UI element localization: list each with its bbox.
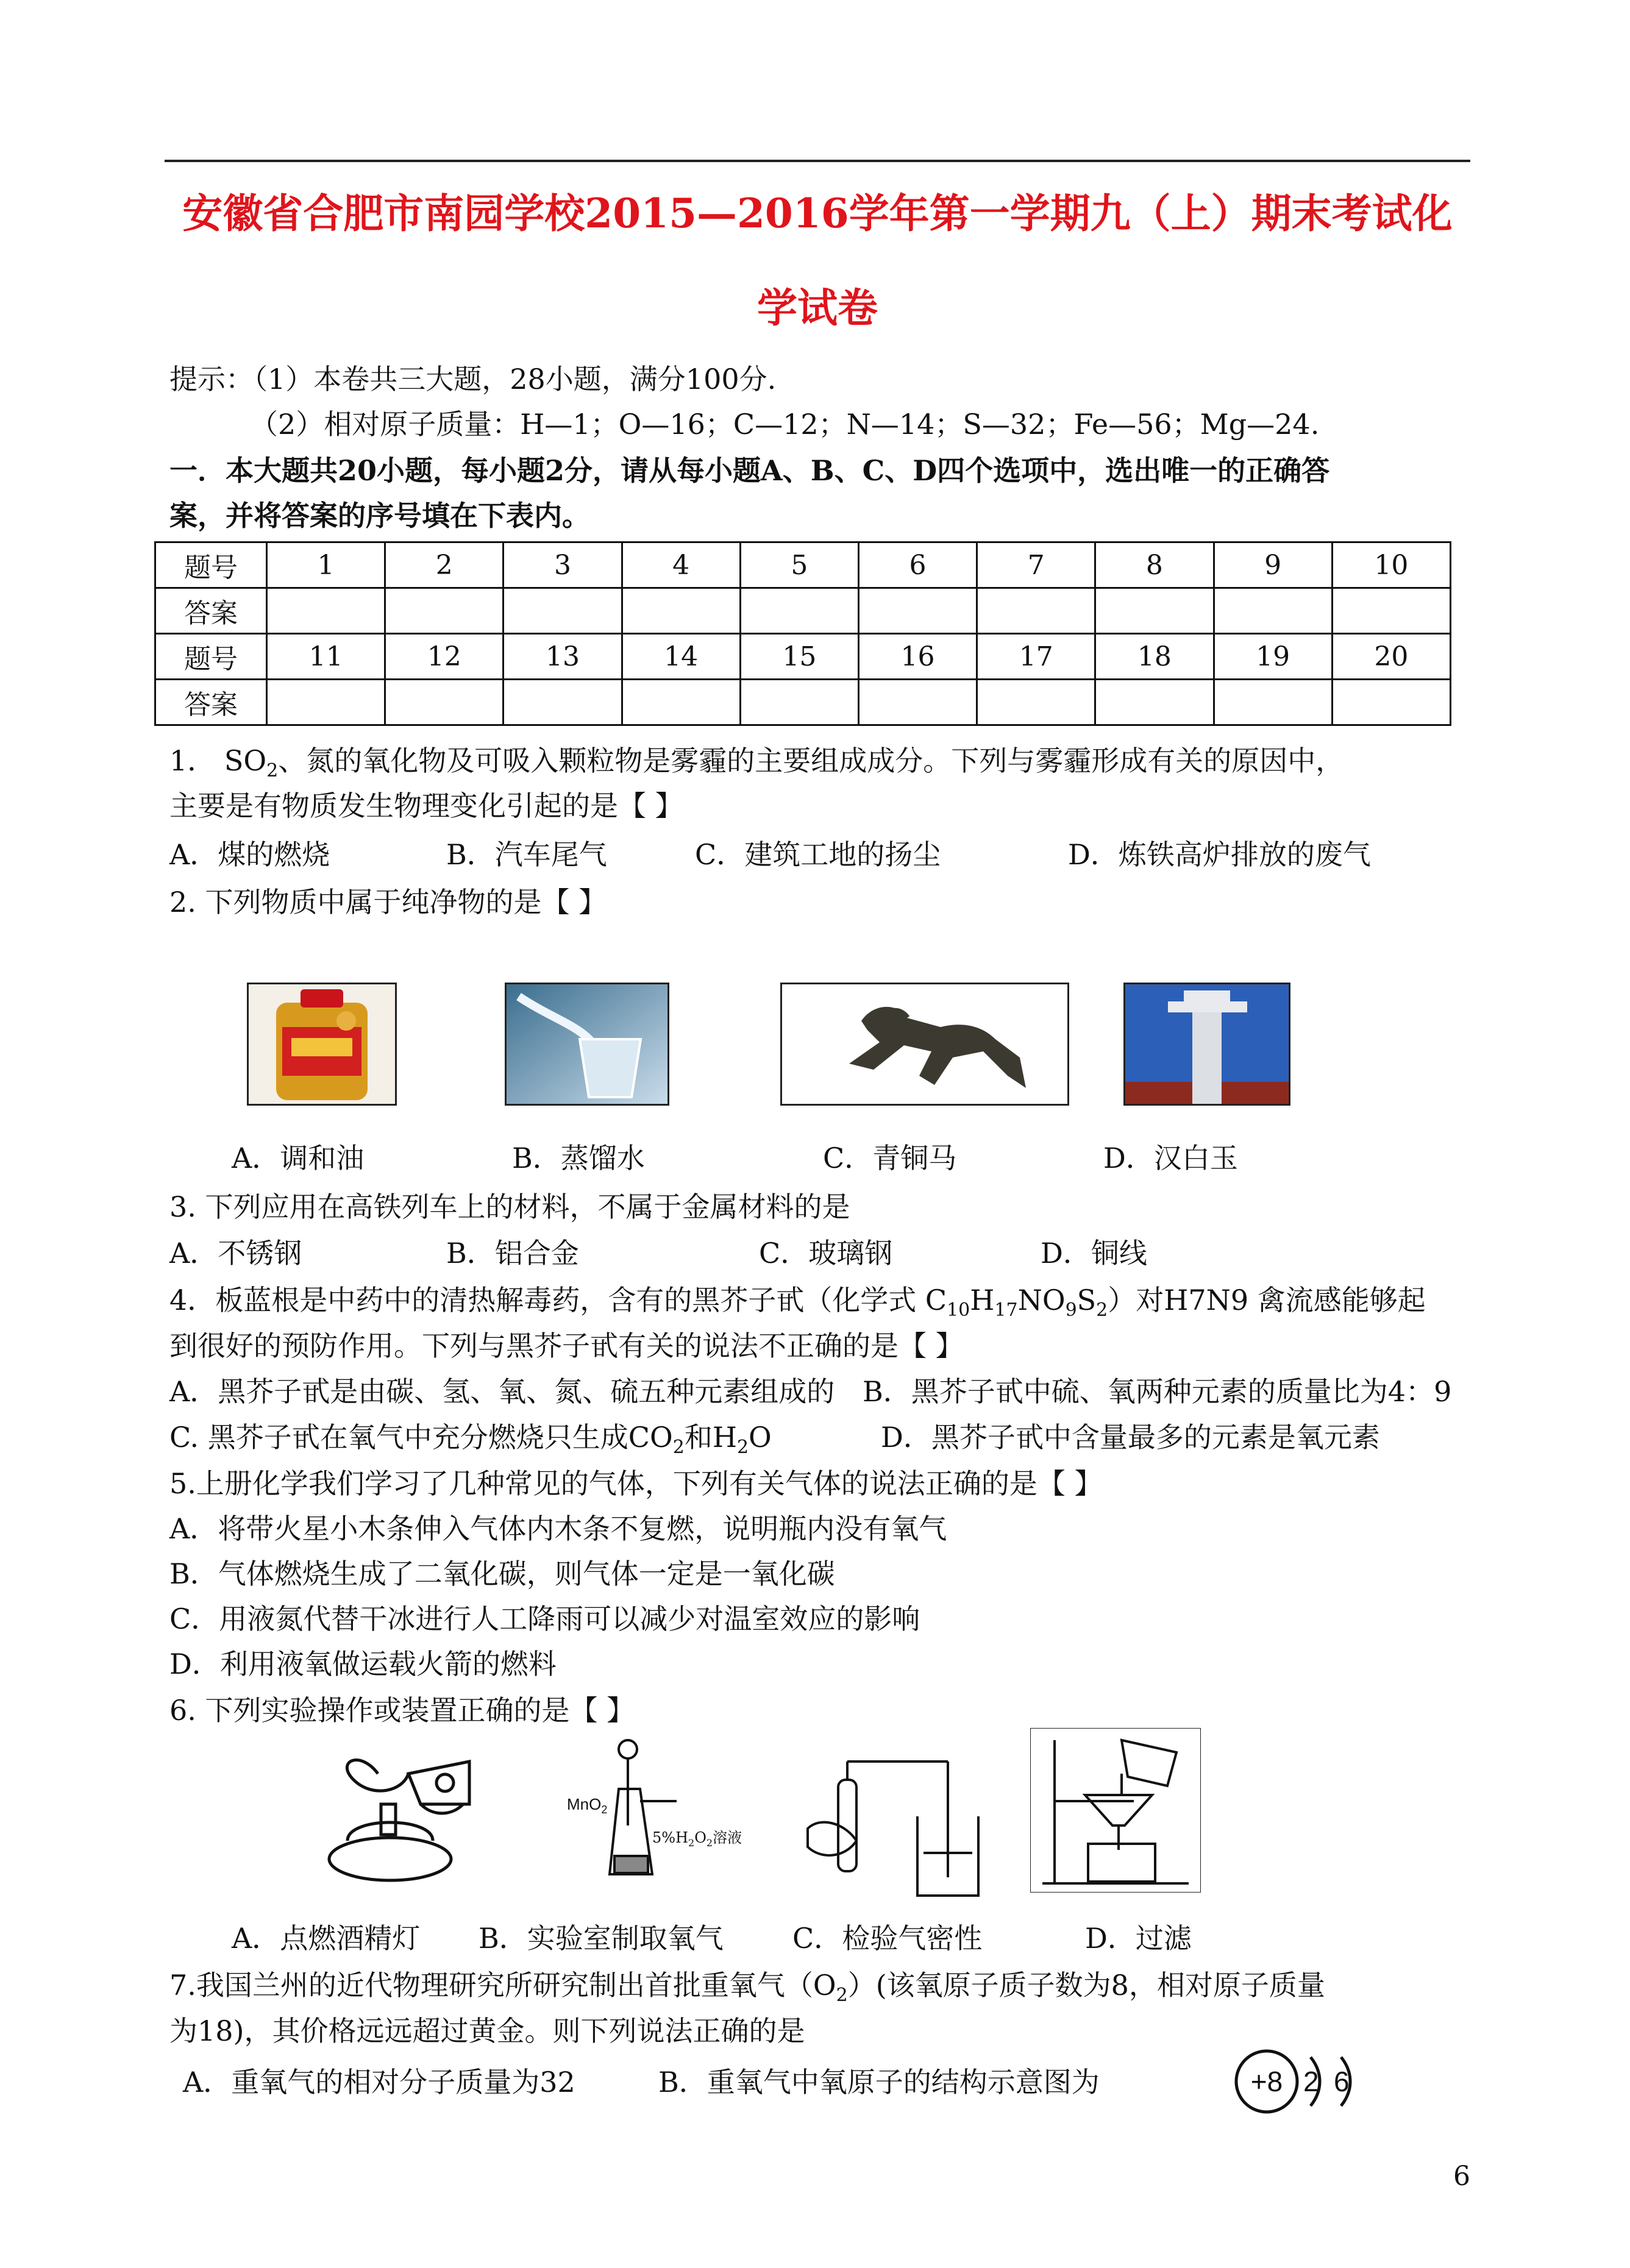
atom-structure-diagram: [1231, 2036, 1372, 2127]
table-cell: 18: [1095, 634, 1214, 680]
h2o2-label: [652, 1825, 742, 1849]
question-4-stem-cont: 到很好的预防作用。下列与黑芥子甙有关的说法不正确的是【 】: [169, 1329, 964, 1362]
table-row: [155, 680, 1451, 725]
answer-cell[interactable]: [267, 588, 385, 634]
tip-2: （2）相对原子质量：H—1；O—16；C—12；N—14；S—32；Fe—56；Mg—24.: [250, 408, 1320, 441]
table-cell: 15: [740, 634, 858, 680]
table-cell: 16: [858, 634, 977, 680]
text: 4．板蓝根是中药中的清热解毒药，含有的黑芥子甙（化学式 C: [169, 1284, 947, 1317]
table-cell: 8: [1095, 542, 1214, 588]
question-2-stem: 2. 下列物质中属于纯净物的是【 】: [169, 886, 607, 919]
table-cell: 7: [977, 542, 1095, 588]
option-c[interactable]: C．用液氮代替干冰进行人工降雨可以减少对温室效应的影响: [169, 1602, 920, 1635]
answer-cell[interactable]: [267, 680, 385, 725]
row-label: 答案: [155, 680, 267, 725]
option-b[interactable]: B．重氧气中氧原子的结构示意图为: [658, 2066, 1100, 2099]
table-cell: 4: [622, 542, 740, 588]
text: 溶液: [713, 1829, 742, 1846]
table-cell: 13: [504, 634, 622, 680]
answer-cell[interactable]: [385, 588, 504, 634]
question-1-stem-cont: 主要是有物质发生物理变化引起的是【 】: [169, 789, 683, 822]
option-b[interactable]: B．蒸馏水: [512, 1142, 645, 1175]
question-1-stem: [169, 742, 1344, 789]
oil-bottle-image: [247, 983, 397, 1106]
page-number: 6: [1453, 2161, 1470, 2192]
section-1-heading-cont: 案，并将答案的序号填在下表内。: [169, 499, 590, 532]
option-c[interactable]: C．青铜马: [823, 1142, 957, 1175]
subscript: 17: [994, 1299, 1018, 1321]
option-d[interactable]: D．汉白玉: [1103, 1142, 1238, 1175]
marble-pillar-image: [1123, 983, 1290, 1106]
answer-cell[interactable]: [504, 588, 622, 634]
answer-cell[interactable]: [385, 680, 504, 725]
mno2-label: [567, 1795, 607, 1816]
subscript: 2: [601, 1804, 608, 1816]
option-b[interactable]: B．铝合金: [446, 1237, 579, 1270]
text: 5%H: [652, 1829, 689, 1846]
option-c[interactable]: C．建筑工地的扬尘: [695, 838, 941, 871]
answer-cell[interactable]: [1214, 680, 1332, 725]
text: MnO: [567, 1795, 602, 1813]
answer-cell[interactable]: [1095, 588, 1214, 634]
table-cell: 3: [504, 542, 622, 588]
shell-2-electrons: 6: [1334, 2066, 1350, 2097]
text: O: [749, 1421, 772, 1454]
text: O: [694, 1829, 706, 1846]
answer-cell[interactable]: [740, 588, 858, 634]
text: S: [1077, 1284, 1097, 1317]
option-a[interactable]: A．煤的燃烧: [169, 838, 330, 871]
answer-cell[interactable]: [504, 680, 622, 725]
table-cell: 9: [1214, 542, 1332, 588]
option-b[interactable]: B．黑芥子甙中硫、氧两种元素的质量比为4：9: [863, 1375, 1452, 1408]
text: 和H: [684, 1421, 737, 1454]
subscript: 2: [688, 1836, 695, 1849]
table-cell: 12: [385, 634, 504, 680]
table-cell: 10: [1332, 542, 1450, 588]
question-7-stem-cont: 为18)，其价格远远超过黄金。则下列说法正确的是: [169, 2014, 805, 2047]
table-cell: 19: [1214, 634, 1332, 680]
option-a[interactable]: A．重氧气的相对分子质量为32: [183, 2066, 575, 2099]
airtightness-test-figure: [795, 1755, 991, 1902]
page-title: 安徽省合肥市南园学校2015—2016学年第一学期九（上）期末考试化: [182, 190, 1453, 237]
text: 、氮的氧化物及可吸入颗粒物是雾霾的主要组成成分。下列与雾霾形成有关的原因中，: [278, 744, 1344, 777]
option-a[interactable]: A．将带火星小木条伸入气体内木条不复燃，说明瓶内没有氧气: [169, 1512, 947, 1545]
text: H: [970, 1284, 995, 1317]
option-a[interactable]: A．点燃酒精灯: [232, 1922, 421, 1955]
question-3-stem: 3. 下列应用在高铁列车上的材料，不属于金属材料的是: [169, 1190, 850, 1223]
oxygen-apparatus-figure: [561, 1734, 756, 1893]
filtration-figure: [1030, 1728, 1201, 1893]
table-cell: 2: [385, 542, 504, 588]
row-label: 题号: [155, 634, 267, 680]
row-label: 题号: [155, 542, 267, 588]
table-cell: 14: [622, 634, 740, 680]
table-cell: 6: [858, 542, 977, 588]
subscript: 2: [736, 1437, 749, 1459]
subscript: 2: [836, 1985, 848, 2007]
row-label: 答案: [155, 588, 267, 634]
text: C. 黑芥子甙在氧气中充分燃烧只生成CO: [169, 1421, 673, 1454]
table-cell: 1: [267, 542, 385, 588]
option-b[interactable]: B．气体燃烧生成了二氧化碳，则气体一定是一氧化碳: [169, 1557, 835, 1590]
table-row: [155, 634, 1451, 680]
text: ）(该氧原子质子数为8，相对原子质量: [847, 1969, 1325, 2002]
question-7-stem: [169, 1967, 1325, 2014]
option-c[interactable]: C．玻璃钢: [759, 1237, 893, 1270]
nucleus-charge: +8: [1250, 2066, 1283, 2097]
subscript: 2: [672, 1437, 685, 1459]
answer-cell[interactable]: [622, 588, 740, 634]
answer-cell[interactable]: [1214, 588, 1332, 634]
option-d[interactable]: D．过滤: [1085, 1922, 1192, 1955]
answer-cell[interactable]: [1095, 680, 1214, 725]
question-5-stem: 5.上册化学我们学习了几种常见的气体，下列有关气体的说法正确的是【 】: [169, 1467, 1103, 1500]
answer-cell[interactable]: [977, 588, 1095, 634]
option-d[interactable]: D．黑芥子甙中含量最多的元素是氧元素: [881, 1421, 1380, 1454]
question-6-stem: 6. 下列实验操作或装置正确的是【 】: [169, 1694, 635, 1727]
table-cell: 11: [267, 634, 385, 680]
tip-1: 提示：（1）本卷共三大题，28小题，满分100分.: [169, 363, 777, 396]
subscript: 2: [1096, 1299, 1108, 1321]
table-row: [155, 588, 1451, 634]
subscript: 9: [1065, 1299, 1077, 1321]
text: 7.我国兰州的近代物理研究所研究制出首批重氧气（O: [169, 1969, 836, 2002]
answer-cell[interactable]: [622, 680, 740, 725]
water-glass-image: [505, 983, 669, 1106]
text: NO: [1017, 1284, 1066, 1317]
table-cell: 17: [977, 634, 1095, 680]
question-4-stem: [169, 1282, 1426, 1329]
top-rule: [165, 160, 1470, 162]
answer-cell[interactable]: [1332, 588, 1450, 634]
option-b[interactable]: B．汽车尾气: [446, 838, 607, 871]
subscript: 2: [266, 760, 279, 782]
option-a[interactable]: A．黑芥子甙是由碳、氢、氧、氮、硫五种元素组成的: [169, 1375, 835, 1408]
bronze-horse-image: [780, 983, 1069, 1106]
subscript: 10: [947, 1299, 970, 1321]
section-1-heading: 一．本大题共20小题，每小题2分，请从每小题A、B、C、D四个选项中，选出唯一的正确答: [169, 454, 1330, 487]
option-b[interactable]: B．实验室制取氧气: [479, 1922, 724, 1955]
answer-cell[interactable]: [977, 680, 1095, 725]
option-a[interactable]: A．调和油: [232, 1142, 365, 1175]
page-title-cont: 学试卷: [757, 284, 878, 332]
option-a[interactable]: A．不锈钢: [169, 1237, 302, 1270]
option-c[interactable]: C．检验气密性: [792, 1922, 983, 1955]
subscript: 2: [706, 1836, 713, 1849]
answer-cell[interactable]: [740, 680, 858, 725]
table-row: [155, 542, 1451, 588]
text: 1． SO: [169, 744, 267, 777]
answer-cell[interactable]: [1332, 680, 1450, 725]
answer-table: [154, 541, 1451, 726]
shell-1-electrons: 2: [1303, 2066, 1319, 2097]
option-d[interactable]: D．铜线: [1041, 1237, 1147, 1270]
option-d[interactable]: D．炼铁高炉排放的废气: [1068, 838, 1371, 871]
answer-cell[interactable]: [858, 588, 977, 634]
option-c[interactable]: [169, 1419, 772, 1466]
text: ）对H7N9 禽流感能够起: [1108, 1284, 1426, 1317]
option-d[interactable]: D．利用液氧做运载火箭的燃料: [169, 1648, 557, 1680]
table-cell: 20: [1332, 634, 1450, 680]
alcohol-lamp-figure: [311, 1737, 494, 1889]
answer-cell[interactable]: [858, 680, 977, 725]
table-cell: 5: [740, 542, 858, 588]
